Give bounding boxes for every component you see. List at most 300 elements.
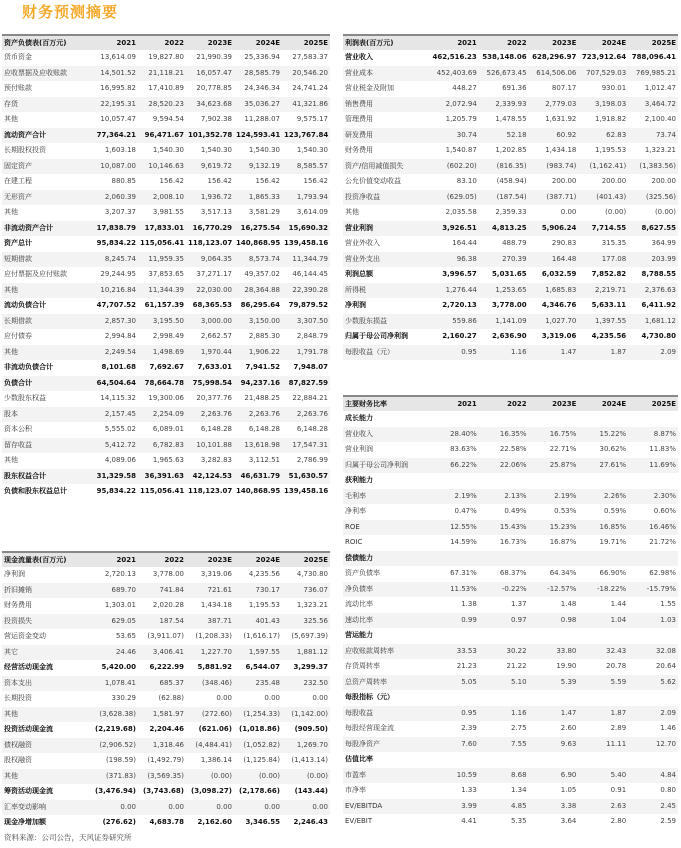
row-label: 净利润 [345,301,366,309]
table-cell: 64,504.64 [90,376,138,392]
row-label: 每股净资产 [343,737,429,753]
table-cell: 2,779.03 [529,97,579,113]
table-cell: 0.99 [429,613,479,629]
table-row [2,484,330,500]
table-cell: (3,569.35) [138,769,186,785]
table-cell: 1,434.18 [200,601,232,609]
table-cell: 1.87 [578,345,628,361]
table-header-row [343,35,678,50]
table-cell: 16.85% [578,520,628,536]
table-row [343,442,678,458]
table-cell: 730.17 [234,583,282,599]
table-cell: 11.53% [429,582,479,598]
table-cell: 77,364.21 [90,128,138,144]
table-cell: (187.54) [479,190,529,206]
table-row [2,205,330,221]
table-cell: 2,263.76 [234,407,282,423]
table-row [2,143,330,159]
income-statement-table [343,34,678,360]
table-cell: 1.05 [560,786,577,794]
table-cell: 5,633.11 [591,301,627,309]
table-cell: 2.19% [429,489,479,505]
table-row [343,814,678,830]
table-cell: 1,027.70 [529,314,579,330]
row-label: 估值比率 [345,755,373,763]
table-cell: 61,157.39 [144,301,184,309]
row-label: 管理费用 [345,115,373,123]
table-cell: 1,865.33 [234,190,282,206]
table-cell: 7,692.67 [149,363,184,371]
table-row [343,81,678,97]
table-cell: (5,697.39) [291,632,328,640]
table-cell: 0.00 [234,800,282,816]
table-cell: (0.00) [654,208,676,216]
row-label: 销售费用 [343,97,429,113]
table-cell: 1,269.70 [282,738,330,754]
table-cell: 187.54 [138,614,186,630]
row-label: 在建工程 [4,177,32,185]
table-cell: 41,321.86 [282,97,330,113]
column-header: 2021 [90,552,138,567]
table-cell: 8,573.74 [234,252,282,268]
table-cell: 21.72% [649,538,676,546]
table-cell: 7.60 [429,737,479,753]
table-cell: 156.42 [159,177,184,185]
table-cell [529,411,579,427]
table-cell: 3,198.03 [578,97,628,113]
row-label: 货币资金 [4,53,32,61]
table-cell: 628,296.97 [532,53,577,61]
table-cell: 15,690.32 [282,221,330,237]
table-cell [578,551,628,567]
table-cell: 8.87% [628,427,678,443]
table-cell: 0.00 [90,800,138,816]
table-cell [578,690,628,706]
table-cell: 1,881.12 [282,645,330,661]
table-cell: 31,329.58 [90,469,138,485]
table-cell: 25.87% [529,458,579,474]
table-cell: (2,906.52) [90,738,138,754]
table-cell: 64.34% [549,569,577,577]
table-cell: 5.10 [479,675,529,691]
table-cell: 2.30% [628,489,678,505]
table-cell: 2,376.63 [628,283,678,299]
table-cell: (1,052.82) [234,738,282,754]
table-row [343,535,678,551]
row-label: 汇率变动影响 [2,800,90,816]
table-cell: 15.43% [479,520,529,536]
table-row [343,159,678,175]
table-cell: 880.85 [111,177,136,185]
table-cell: 2.45 [628,799,678,815]
row-label: 流动负债合计 [4,301,46,309]
row-label: 长期股权投资 [4,146,46,154]
table-cell [578,411,628,427]
table-cell [529,473,579,489]
column-header: 2023E [529,396,579,411]
table-cell: 6,782.83 [138,438,186,454]
table-cell: (2,219.68) [95,725,136,733]
table-cell: 28,520.23 [138,97,186,113]
table-cell: 68.37% [499,569,527,577]
table-cell: 156.42 [207,177,232,185]
row-label: 负债和股东权益总计 [4,487,67,495]
table-cell: 2.60 [560,724,577,732]
table-cell: 28,364.88 [234,283,282,299]
row-label: 营业利润 [343,221,429,237]
table-cell: (0.00) [234,769,282,785]
table-cell: 96.38 [429,252,479,268]
table-cell: (325.56) [628,190,678,206]
row-label: 资产负债率 [345,569,380,577]
table-row [343,174,678,190]
table-row [2,583,330,599]
table-cell: 1,581.97 [138,707,186,723]
table-cell: 53.65 [115,632,136,640]
table-cell: (621.06) [198,725,232,733]
row-label: 现金净增加额 [4,818,46,826]
table-cell: (0.00) [605,208,627,216]
table-cell: 1,685.83 [529,283,579,299]
table-row [2,784,330,800]
row-label: 市盈率 [343,768,429,784]
table-cell: (816.35) [479,159,529,175]
table-cell: 7,902.38 [200,115,232,123]
table-cell: 0.00 [282,800,330,816]
table-cell: 78,664.78 [138,376,186,392]
table-cell: 15.22% [578,427,628,443]
table-cell: 1,227.70 [186,645,234,661]
table-cell: 11,288.07 [244,115,280,123]
table-cell: 1.55 [660,600,676,608]
table-cell: 14,115.32 [100,394,136,402]
table-cell: 52.18 [479,128,529,144]
table-cell: 177.08 [578,252,628,268]
table-cell: 2,720.13 [442,301,477,309]
table-cell: -12.57% [529,582,579,598]
table-cell: (1,254.33) [234,707,282,723]
table-cell: 3,195.50 [138,314,186,330]
table-cell: 33.80 [529,644,579,660]
table-cell [628,551,678,567]
table-cell: 788,096.41 [631,53,676,61]
table-cell: 16,057.47 [186,66,234,82]
table-row [343,721,678,737]
table-header-row [343,396,678,411]
table-cell: 4,089.06 [104,456,136,464]
row-label: 其他 [2,769,90,785]
table-row [343,427,678,443]
table-cell: 0.53% [554,507,577,515]
table-cell: 37,853.65 [148,270,184,278]
table-cell: 1,540.30 [296,146,328,154]
table-row [343,221,678,237]
row-label: 速动比率 [343,613,429,629]
table-cell [479,473,529,489]
row-label: 资产总计 [4,239,32,247]
table-cell: 2.19% [529,489,579,505]
row-label: 负债合计 [2,376,90,392]
row-label: 财务费用 [345,146,373,154]
table-row [343,783,678,799]
row-label: 偿债能力 [343,551,429,567]
column-header: 2023E [529,35,579,50]
table-cell: 7,941.52 [245,363,280,371]
row-label: 固定资产 [2,159,90,175]
table-cell: 66.22% [429,458,479,474]
column-header: 2023E [186,35,234,50]
table-cell: 736.07 [282,583,330,599]
row-label: 投资活动现金流 [4,725,53,733]
table-cell: 79,879.52 [288,301,328,309]
table-cell: 5.40 [578,768,628,784]
table-cell: 1,540.30 [152,146,184,154]
row-label: 资本支出 [2,676,90,692]
table-cell: 139,458.16 [284,487,329,495]
row-label: 营业税金及附加 [345,84,394,92]
table-row [2,314,330,330]
table-cell: 101,352.78 [186,128,234,144]
table-cell [628,628,678,644]
table-cell: 22.06% [479,458,529,474]
table-cell: 3,319.06 [200,570,232,578]
table-cell: 1,078.41 [90,676,138,692]
row-label: 公允价值变动收益 [345,177,401,185]
table-cell: 3,926.51 [429,221,479,237]
row-label: 筹资活动现金流 [4,787,53,795]
table-cell: 2,100.40 [644,115,676,123]
table-row [2,753,330,769]
table-cell: (1,142.00) [282,707,330,723]
table-cell: 36,391.63 [138,469,186,485]
table-row [2,738,330,754]
table-cell: 67.31% [450,569,477,577]
table-cell [529,628,579,644]
table-cell: 118,123.07 [188,239,233,247]
table-cell: 0.59% [603,507,627,515]
table-cell: 1.46 [660,724,676,732]
table-row [343,236,678,252]
ratios-grid [343,395,678,830]
column-header: 2024E [578,35,628,50]
table-row [343,675,678,691]
table-cell: 24,346.34 [244,84,280,92]
table-cell: 20,377.76 [196,394,232,402]
table-cell: 83.63% [450,445,477,453]
table-cell: 51,630.57 [282,469,330,485]
table-cell: (909.50) [294,725,328,733]
table-cell: 2.89 [610,724,627,732]
row-label: 长期借款 [2,314,90,330]
table-cell: 1,202.85 [495,146,527,154]
table-row [343,329,678,345]
row-label: 每股指标（元） [345,693,394,701]
table-cell: 3,346.55 [245,818,280,826]
table-cell: (371.83) [90,769,138,785]
table-cell: 1.33 [461,786,477,794]
table-cell: 37,271.17 [196,270,232,278]
table-cell: (1,125.84) [243,756,280,764]
table-cell: 20.64 [655,662,676,670]
table-cell: 629.05 [90,614,138,630]
table-cell: 1,253.65 [479,283,529,299]
table-cell: 27.61% [578,458,628,474]
table-title: 现金流量表(百万元) [2,552,90,567]
table-cell: 14,501.52 [90,66,138,82]
table-cell: 13,618.98 [234,438,282,454]
table-cell: 10,146.63 [138,159,186,175]
row-label: 净负债率 [343,582,429,598]
row-label: 归属于母公司净利润 [345,332,408,340]
table-cell [429,411,479,427]
table-cell: 16.75% [529,427,579,443]
table-row [343,690,678,706]
table-cell: 0.60% [653,507,676,515]
row-label: 流动资产合计 [2,128,90,144]
table-cell: 290.83 [551,239,577,247]
table-cell: 1,540.30 [248,146,280,154]
table-cell: 17,547.31 [282,438,330,454]
table-cell: 1,397.55 [578,314,628,330]
table-cell: 721.61 [186,583,234,599]
row-label: 营运资金变动 [4,632,46,640]
table-cell: (602.20) [429,159,479,175]
row-label: 其他 [345,208,359,216]
table-cell: (1,616.17) [243,632,280,640]
column-header: 2025E [628,396,678,411]
table-row [343,768,678,784]
column-header: 2021 [90,35,138,50]
table-row [343,551,678,567]
table-cell: (983.74) [529,159,579,175]
table-cell: 315.35 [601,239,627,247]
table-row [343,799,678,815]
table-cell: 1,791.78 [282,345,330,361]
table-row [2,800,330,816]
table-cell: 30.74 [429,128,479,144]
table-cell: 21.23 [456,662,477,670]
table-row [343,143,678,159]
table-cell: 2,072.94 [429,97,479,113]
table-cell: 0.00 [264,694,280,702]
table-cell: 2,254.09 [138,407,186,423]
table-cell: 1,918.82 [595,115,627,123]
table-cell: 3.38 [529,799,579,815]
table-cell: 8,627.55 [628,221,678,237]
table-cell: 1,323.21 [296,601,328,609]
table-cell: 16.46% [628,520,678,536]
table-cell: 2.39 [461,724,477,732]
row-label: 折旧摊销 [2,583,90,599]
table-cell: 3,517.13 [200,208,232,216]
table-cell: 11.11 [578,737,628,753]
table-row [343,613,678,629]
table-cell: 3.64 [560,817,577,825]
table-cell: 11,344.79 [282,252,330,268]
row-label: 无形资产 [2,190,90,206]
table-cell: 22.71% [549,445,577,453]
table-cell: 8,585.57 [282,159,330,175]
table-cell: (0.00) [186,769,234,785]
table-cell: 22.58% [499,445,527,453]
table-cell: 1,276.44 [429,283,479,299]
table-cell: 3,464.72 [628,97,678,113]
table-cell: 200.00 [551,177,577,185]
table-cell: 0.95 [429,706,479,722]
table-cell: 140,868.95 [236,239,281,247]
table-cell: 2,263.76 [282,407,330,423]
row-label: 预付账款 [4,84,32,92]
table-cell: 325.56 [282,614,330,630]
table-cell: 1.16 [479,706,529,722]
table-row [343,582,678,598]
row-label: 流动比率 [345,600,373,608]
table-cell: 94,237.16 [234,376,282,392]
table-cell: 15.23% [529,520,579,536]
table-cell: 1.48 [560,600,577,608]
row-label: 毛利率 [343,489,429,505]
table-row [2,50,330,66]
table-cell [429,473,479,489]
table-cell [479,690,529,706]
table-row [343,66,678,82]
table-cell: 8.68 [479,768,529,784]
table-cell [628,690,678,706]
table-cell: 1,597.55 [234,645,282,661]
table-cell: 2,885.30 [248,332,280,340]
row-label: 营业外收入 [345,239,380,247]
table-cell: 200.00 [601,177,627,185]
table-cell: 139,458.16 [284,239,329,247]
table-cell: 2,204.46 [149,725,184,733]
table-cell: 7,852.82 [591,270,627,278]
table-cell: 2,160.27 [442,332,477,340]
table-row [2,376,330,392]
table-cell: 807.17 [551,84,577,92]
table-cell: 4,346.76 [541,301,577,309]
table-row [343,97,678,113]
table-cell: 3,319.06 [541,332,577,340]
table-cell: 0.49% [504,507,527,515]
table-cell: 462,516.23 [432,53,477,61]
table-cell: 164.44 [452,239,477,247]
table-cell: 22,195.31 [90,97,138,113]
table-cell: 387.71 [186,614,234,630]
row-label: 少数股东权益 [4,394,46,402]
row-label: 少数股东损益 [343,314,429,330]
row-label: 资产/信用减值损失 [343,159,429,175]
table-cell: 2.13% [479,489,529,505]
table-row [2,128,330,144]
table-cell: 49,357.02 [244,270,280,278]
table-row [343,283,678,299]
table-cell: 3,406.41 [138,645,186,661]
row-label: 营业收入 [343,427,429,443]
table-cell: 1,498.69 [138,345,186,361]
table-cell: 2.80 [610,817,627,825]
row-label: 经营活动现金流 [4,663,53,671]
table-cell: 2,994.84 [104,332,136,340]
table-cell: 3,000.00 [186,314,234,330]
table-cell: 8,788.55 [641,270,676,278]
table-cell [429,628,479,644]
table-cell: 6,148.28 [296,425,328,433]
table-row [2,469,330,485]
table-cell: 95,834.22 [96,239,136,247]
table-cell: 118,123.07 [188,487,233,495]
table-cell: 25,336.94 [244,53,280,61]
table-cell: 83.10 [456,177,477,185]
